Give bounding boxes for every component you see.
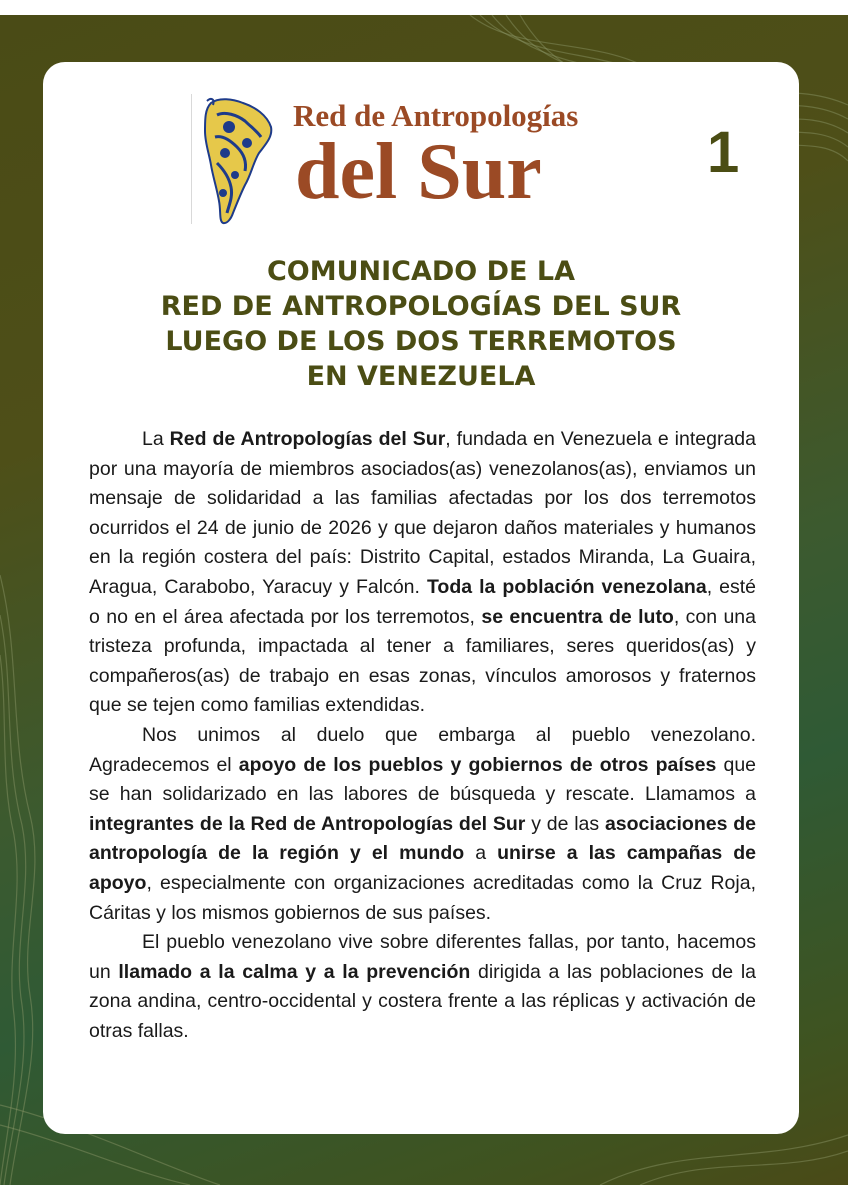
paragraph [89,928,756,1046]
text-run: , esté o no en el área afectada por los terremotos, [89,575,756,628]
text-run: a [464,842,498,865]
bold-text-run: llamado a la calma y a la prevención [118,960,471,983]
bold-text-run: se encuentra de luto [481,605,674,628]
paragraph [89,721,756,928]
text-run: El pueblo venezolano vive sobre diferentes fallas, por tanto, hacemos un [89,931,756,983]
paragraph [89,425,756,721]
bold-text-run: Toda la población venezolana [426,575,707,598]
bold-text-run: apoyo de los pueblos y gobiernos de otros países [238,753,717,776]
text-run: La [142,428,170,450]
bold-text-run: Red de Antropologías del Sur [169,428,446,450]
document-title [43,254,799,394]
south-america-map-icon [203,97,273,225]
page-number: 1 [707,120,740,185]
text-run: , con una tristeza profunda, impactada al tener a familiares, seres queridos(as) y compañeros(as) de trabajo en esas zonas, vínculos amorosos y fraternos que se tejen como familias extendidas. [89,605,756,717]
text-run: Nos unimos al duelo que embarga al pueblo venezolano. Agradecemos el [89,723,756,776]
text-run: , especialmente con organizaciones acreditadas como la Cruz Roja, Cáritas y los mismos gobiernos de sus países. [89,871,756,924]
logo-text-line1: Red de Antropologías [293,98,579,133]
logo-divider [191,94,192,224]
title-line-3: LUEGO DE LOS DOS TERREMOTOS [165,326,677,357]
title-line-2: RED DE ANTROPOLOGÍAS DEL SUR [160,291,682,322]
title-line-1: COMUNICADO DE LA [266,256,576,287]
bold-text-run: integrantes de la Red de Antropologías del Sur [89,812,526,835]
text-run: , fundada en Venezuela e integrada por una mayoría de miembros asociados(as) venezolanos(as), enviamos un mensaje de solidaridad a las familias afectadas por los dos terremotos ocurridos el 24 de junio de 2026 y que dejaron daños materiales y humanos en la región costera del país: Distrito Capital, estados Miranda, La Guaira, Aragua, Carabobo, Yaracuy y Falcón. [89,428,756,598]
bold-text-run: asociaciones de antropología de la región y el mundo [89,812,756,865]
text-run: que se han solidarizado en las labores de búsqueda y rescate. Llamamos a [89,753,757,806]
bold-text-run: unirse a las campañas de apoyo [89,842,757,894]
text-run: y de las [525,812,605,835]
title-line-4: EN VENEZUELA [306,361,536,392]
logo-text-line2: del Sur [295,128,542,216]
document-card [43,62,799,1134]
document-body [89,425,756,1046]
text-run: dirigida a las poblaciones de la zona andina, centro-occidental y costera frente a las réplicas y activación de otras fallas. [89,960,756,1042]
organization-logo [191,94,621,229]
